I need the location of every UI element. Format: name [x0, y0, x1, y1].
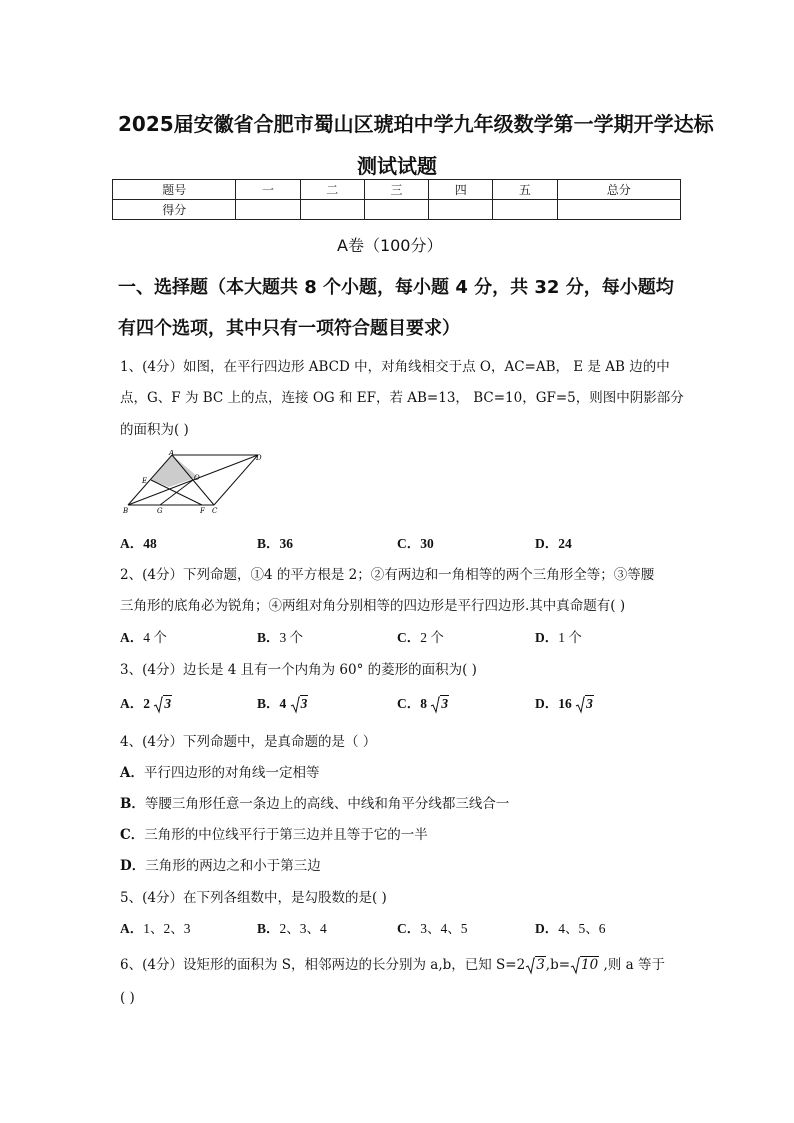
q1-option-c[interactable]	[397, 532, 434, 552]
label-D: D	[256, 454, 262, 462]
option-value: 48	[143, 536, 157, 551]
label-B: B	[123, 507, 129, 515]
doc-title-line2: 测试试题	[357, 154, 437, 178]
score-cell: 一	[236, 180, 300, 200]
q5-option-b[interactable]	[257, 917, 327, 937]
option-value: 8	[420, 696, 427, 711]
score-table-header-row	[113, 180, 681, 200]
option-value: 24	[558, 536, 572, 551]
option-value: 2 个	[420, 630, 444, 645]
option-letter: A．	[120, 696, 144, 711]
q1-option-a[interactable]	[120, 532, 157, 552]
option-value: 2、3、4	[279, 921, 327, 936]
label-E: E	[142, 477, 148, 485]
q1-option-b[interactable]	[257, 532, 293, 552]
score-cell: 题号	[113, 180, 236, 200]
option-letter: B．	[120, 796, 145, 812]
option-value: 36	[279, 536, 294, 551]
radicand: 3	[300, 696, 308, 711]
label-O: O	[194, 474, 200, 482]
question-6-line1	[120, 953, 665, 973]
option-letter: D．	[535, 536, 559, 551]
sqrt-symbol	[153, 696, 172, 712]
parallelogram-figure	[118, 450, 268, 518]
q2-option-a[interactable]	[120, 626, 167, 646]
option-letter: A．	[120, 630, 144, 645]
sqrt-symbol	[290, 696, 309, 712]
q2-option-b[interactable]	[257, 626, 303, 646]
radicand: 10	[581, 957, 599, 973]
option-letter: C．	[397, 921, 421, 936]
score-cell: 三	[364, 180, 428, 200]
score-cell: 二	[300, 180, 364, 200]
option-value: 4 个	[143, 630, 167, 645]
sqrt-symbol	[575, 696, 594, 712]
q4-option-a[interactable]	[120, 761, 319, 781]
label-F: F	[200, 507, 205, 515]
q5-option-c[interactable]	[397, 917, 468, 937]
option-value: 2	[143, 696, 150, 711]
question-2-line1: 2、(4分）下列命题，①4 的平方根是 2；②有两边和一角相等的两个三角形全等；③等腰	[120, 567, 655, 583]
option-letter: C．	[397, 696, 421, 711]
q6-text-a: 6、(4分）设矩形的面积为 S，相邻两边的长分别为 a,b，已知 S=2	[120, 957, 526, 973]
q5-option-a[interactable]	[120, 917, 191, 937]
score-cell: 总分	[557, 180, 680, 200]
option-letter: C．	[120, 827, 145, 843]
q2-option-d[interactable]	[535, 626, 582, 646]
score-table	[112, 179, 681, 220]
option-value: 4	[279, 696, 287, 711]
volume-heading: A卷（100分）	[337, 236, 443, 255]
option-value: 平行四边形的对角线一定相等	[143, 765, 320, 781]
q3-option-d[interactable]	[535, 692, 594, 712]
radicand: 3	[586, 696, 593, 711]
sqrt-symbol	[525, 957, 546, 973]
option-letter: B．	[257, 696, 280, 711]
option-letter: A．	[120, 765, 144, 781]
q2-option-c[interactable]	[397, 626, 444, 646]
option-value: 4、5、6	[558, 921, 606, 936]
question-1-line2: 点，G、F 为 BC 上的点，连接 OG 和 EF，若 AB=13， BC=10，GF=5，则图中阴影部分	[120, 390, 684, 406]
option-letter: B．	[257, 630, 280, 645]
score-input-cell[interactable]	[236, 200, 300, 220]
section-heading-line1: 一、选择题（本大题共 8 个小题，每小题 4 分，共 32 分，每小题均	[118, 277, 674, 298]
score-cell: 五	[493, 180, 557, 200]
q3-option-a[interactable]	[120, 692, 172, 712]
score-input-cell[interactable]	[557, 200, 680, 220]
q4-option-c[interactable]	[120, 823, 428, 843]
option-value: 等腰三角形任意一条边上的高线、中线和角平分线都三线合一	[144, 796, 510, 812]
option-letter: B．	[257, 536, 280, 551]
question-2-line2: 三角形的底角必为锐角；④两组对角分别相等的四边形是平行四边形.其中真命题有( )	[120, 598, 626, 614]
option-value: 1、2、3	[143, 921, 191, 936]
option-letter: D．	[535, 630, 559, 645]
question-3-line1: 3、(4分）边长是 4 且有一个内角为 60° 的菱形的面积为( )	[120, 662, 477, 678]
doc-title-line1: 2025届安徽省合肥市蜀山区琥珀中学九年级数学第一学期开学达标	[118, 112, 714, 136]
score-input-cell[interactable]	[493, 200, 557, 220]
option-value: 3 个	[279, 630, 304, 645]
option-value: 30	[420, 536, 434, 551]
option-letter: D．	[120, 858, 146, 874]
score-cell: 得分	[113, 200, 236, 220]
label-G: G	[157, 507, 163, 515]
option-letter: A．	[120, 921, 144, 936]
q6-text-c: ,则 a 等于	[599, 957, 665, 973]
q3-option-c[interactable]	[397, 692, 449, 712]
option-value: 1 个	[558, 630, 582, 645]
radicand: 3	[441, 696, 449, 711]
question-1-line1: 1、(4分）如图，在平行四边形 ABCD 中，对角线相交于点 O，AC=AB， E 是 AB 边的中	[120, 359, 670, 375]
section-heading-line2: 有四个选项，其中只有一项符合题目要求）	[118, 318, 460, 339]
question-6-line2: ( )	[120, 990, 135, 1006]
sqrt-symbol	[570, 957, 599, 973]
option-value: 三角形的中位线平行于第三边并且等于它的一半	[144, 827, 428, 843]
option-letter: B．	[257, 921, 280, 936]
radicand: 3	[536, 957, 545, 973]
score-cell: 四	[429, 180, 493, 200]
q4-option-b[interactable]	[120, 792, 509, 812]
q1-option-d[interactable]	[535, 532, 572, 552]
option-letter: D．	[535, 696, 559, 711]
label-C: C	[212, 507, 218, 515]
question-4-line1: 4、(4分）下列命题中，是真命题的是（ ）	[120, 734, 377, 750]
score-input-cell[interactable]	[364, 200, 428, 220]
question-5-line1: 5、(4分）在下列各组数中，是勾股数的是( )	[120, 890, 387, 906]
option-value: 三角形的两边之和小于第三边	[145, 858, 321, 874]
label-A: A	[169, 450, 175, 457]
option-letter: C．	[397, 536, 421, 551]
score-input-cell[interactable]	[300, 200, 364, 220]
q4-option-d[interactable]	[120, 854, 321, 874]
score-input-cell[interactable]	[429, 200, 493, 220]
option-value: 3、4、5	[420, 921, 468, 936]
q5-option-d[interactable]	[535, 917, 606, 937]
option-letter: C．	[397, 630, 421, 645]
q6-text-b: ,b=	[545, 957, 571, 973]
q3-option-b[interactable]	[257, 692, 308, 712]
radicand: 3	[164, 696, 172, 711]
question-1-line3: 的面积为( )	[120, 422, 189, 438]
option-letter: A．	[120, 536, 144, 551]
option-value: 16	[558, 696, 572, 711]
sqrt-symbol	[430, 696, 449, 712]
option-letter: D．	[535, 921, 559, 936]
score-table-score-row	[113, 200, 681, 220]
